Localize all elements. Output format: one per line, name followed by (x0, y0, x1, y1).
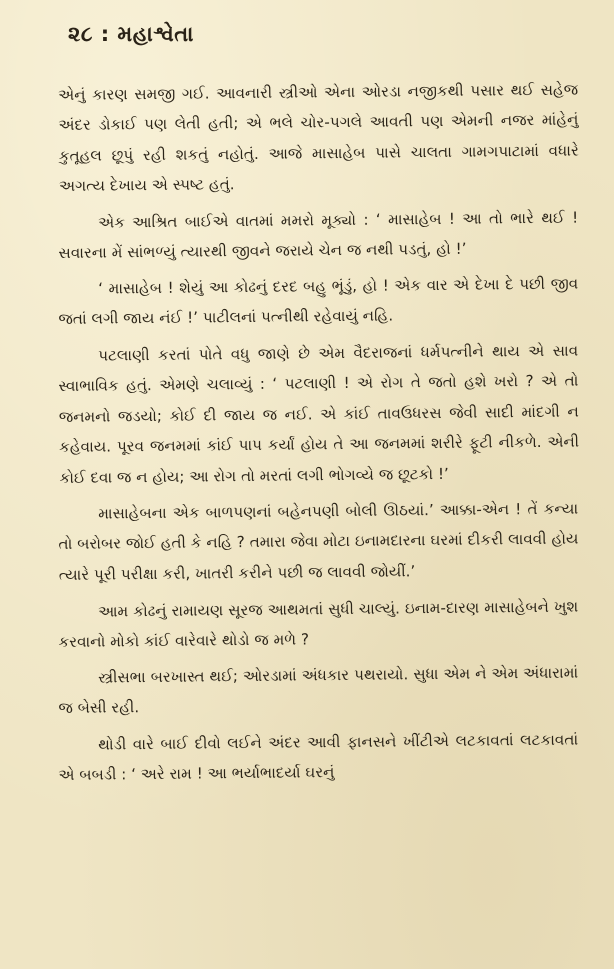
page-header (68, 22, 194, 47)
paragraph-2: એક આશ્રિત બાઈએ વાતમાં મમરો મૂક્યો : ‘ માસાહેબ ! આ તો ભારે થઈ ! સવારના મેં સાંભળ્યું ત્યારથી જીવને જરાયે ચેન જ નથી પડતું, હો !’ (58, 208, 579, 263)
header-underline (62, 54, 212, 60)
paragraph-7: સ્ત્રીસભા બરખાસ્ત થઈ; ઓરડામાં અંધકાર પથરાયો. સુધા એમ ને એમ અંધારામાં જ બેસી રહી. (58, 663, 579, 718)
paragraph-3: ‘ માસાહેબ ! શેયું આ કોઢનું દરદ બહુ ભૂંડું, હો ! એક વાર એ દેખા દે પછી જીવ જતાં લગી જાય નંઈ !’ પાટીલનાં પત્નીથી રહેવાયું નહિ. (58, 274, 579, 329)
paragraph-6: આમ કોઢનું રામાયણ સૂરજ આથમતાં સુધી ચાલ્યું. ઇનામ-દારણ માસાહેબને ખુશ કરવાનો મોકો કાંઈ વારેવારે થોડો જ મળે ? (58, 597, 579, 651)
paragraph-8: થોડી વારે બાઈ દીવો લઈને અંદર આવી ફાનસને ખીંટીએ લટકાવતાં લટકાવતાં એ બબડી : ‘ અરે રામ ! આ ભર્યાભાદર્યા ઘરનું (58, 730, 579, 785)
body-text (58, 80, 578, 797)
paragraph-4: પટલાણી કરતાં પોતે વધુ જાણે છે એમ વૈદરાજનાં ધર્મપત્નીને થાય એ સાવ સ્વાભાવિક હતું. એમણે ચલાવ્યું : ‘ પટલાણી ! એ રોગ તે જતો હશે ખરો ? એ તો જનમનો જડયો; કોઈ દી જાય જ નઈ. એ કાંઈ તાવઉધરસ જેવી સાદી માંદગી ન કહેવાય. પૂરવ જનમમાં કાંઈ પાપ કર્યાં હોય તે આ જનમમાં શરીરે ફૂટી નીકળે. એની કોઈ દવા જ ન હોય; આ રોગ તો મરતાં લગી ભોગવ્યે જ છૂટકો !’ (58, 341, 580, 487)
paragraph-5: માસાહેબના એક બાળપણનાં બહેનપણી બોલી ઊઠયાં.’ આક્કા-એન ! તેં કન્યા તો બરોબર જોઈ હતી કે નહિ ? તમારા જેવા મોટા ઇનામદારના ઘરમાં દીકરી લાવવી હોય ત્યારે પૂરી પરીક્ષા કરી, ખાતરી કરીને પછી જ લાવવી જોયીં.’ (58, 499, 579, 585)
paragraph-1: એનું કારણ સમજી ગઈ. આવનારી સ્ત્રીઓ એના ઓરડા નજીકથી પસાર થઈ સહેજ અંદર ડોકાઈ પણ લેતી હતી; એ ભલે ચોર-પગલે આવતી પણ એમની નજર માંહેનું કુતૂહલ છૂપું રહી શકતું નહોતું. આજે માસાહેબ પાસે ચાલતા ગામગપાટામાં વધારે અગત્ય દેખાય એ સ્પષ્ટ હતું. (58, 80, 579, 196)
running-head: ૨૮ : મહાશ્વેતા (68, 22, 194, 46)
